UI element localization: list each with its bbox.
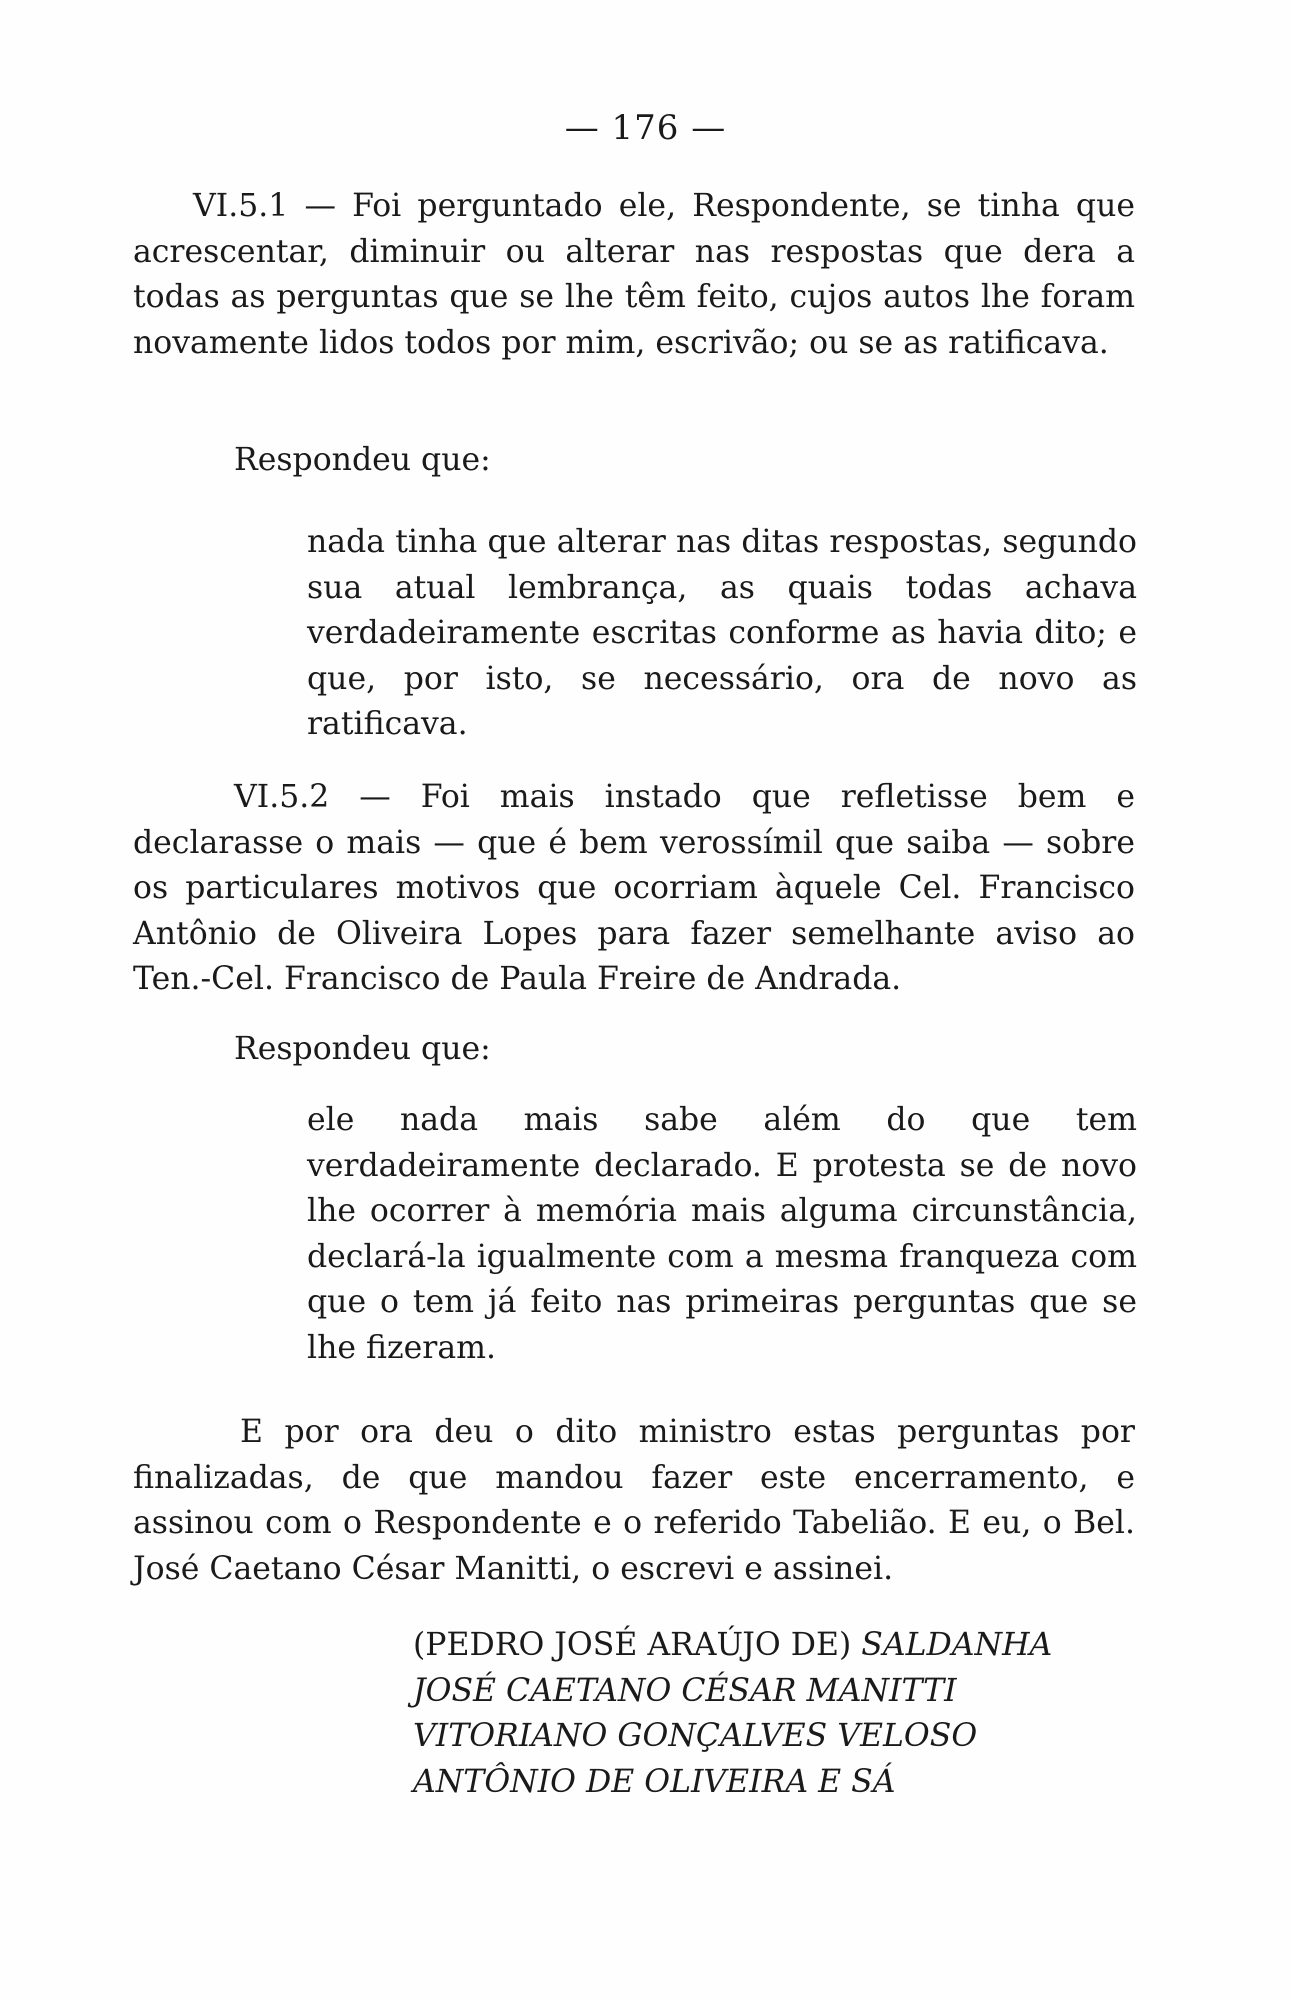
signature-saldanha-prefix: (PEDRO JOSÉ ARAÚJO DE): [413, 1627, 852, 1663]
question-vi-5-2: VI.5.2 — Foi mais instado que refletisse bem e declarasse o mais — que é bem verossímil que saiba — sobre os particulares motivos que ocorriam àquele Cel. Francisco Antônio de Oliveira Lopes para fazer semelhante aviso ao Ten.-Cel. Francisco de Paula Freire de Andrada.: [133, 779, 1135, 997]
signature-veloso: VITORIANO GONÇALVES VELOSO: [413, 1718, 978, 1754]
signature-saldanha-surname: SALDANHA: [861, 1627, 1053, 1663]
answer-vi-5-1: nada tinha que alterar nas ditas respostas, segundo sua atual lembrança, as quais todas achava verdadeiramente escritas conforme as havia dito; e que, por isto, se necessário, ora de novo as ratificava.: [307, 524, 1137, 742]
signature-oliveira-e-sa: ANTÔNIO DE OLIVEIRA E SÁ: [413, 1763, 896, 1800]
signature-saldanha: [413, 1623, 1052, 1669]
answer-vi-5-2: ele nada mais sabe além do que tem verdadeiramente declarado. E protesta se de novo lhe ocorrer à memória mais alguma circunstância, declará-la igualmente com a mesma franqueza com que o tem já feito nas primeiras perguntas que se lhe fizeram.: [307, 1102, 1137, 1366]
question-vi-5-1: VI.5.1 — Foi perguntado ele, Respondente, se tinha que acrescentar, diminuir ou alterar nas respostas que dera a todas as perguntas que se lhe têm feito, cujos autos lhe foram novamente lidos todos por mim, escrivão; ou se as ratificava.: [133, 188, 1135, 361]
page-number: — 176 —: [564, 108, 727, 148]
signature-manitti: JOSÉ CAETANO CÉSAR MANITTI: [413, 1672, 957, 1709]
response-label-1: Respondeu que:: [234, 442, 491, 478]
signature-block: [413, 1623, 1052, 1805]
response-label-2: Respondeu que:: [234, 1031, 491, 1067]
closing-paragraph: E por ora deu o dito ministro estas perguntas por finalizadas, de que mandou fazer este encerramento, e assinou com o Respondente e o referido Tabelião. E eu, o Bel. José Caetano César Manitti, o escrevi e assinei.: [133, 1414, 1135, 1587]
